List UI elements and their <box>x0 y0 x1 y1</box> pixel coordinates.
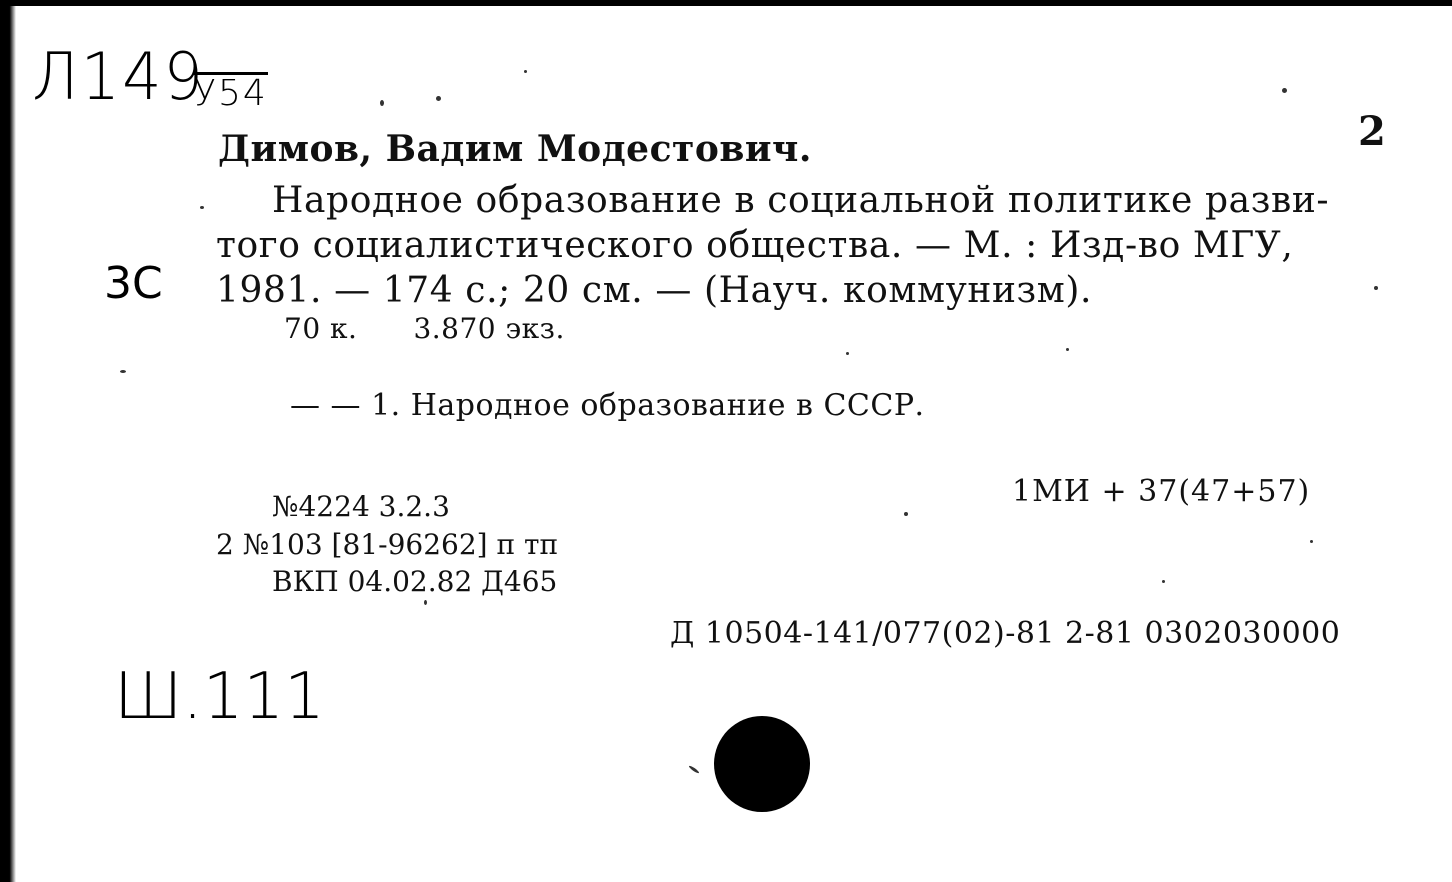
price: 70 к. <box>284 312 358 345</box>
speck <box>1282 88 1287 93</box>
speck <box>200 206 204 209</box>
title-line: того социалистического общества. — М. : Изд-во МГУ, <box>216 225 1294 266</box>
title-line: Народное образование в социальной политике разви- <box>272 180 1330 221</box>
speck <box>846 352 849 355</box>
subject-heading: — — 1. Народное образование в СССР. <box>290 388 925 423</box>
card-left-edge <box>0 0 16 882</box>
handwritten-section-mark: 3С <box>104 258 163 309</box>
classification-code: 1МИ + 37(47+57) <box>1012 474 1311 509</box>
record-line: №4224 3.2.3 <box>272 490 450 523</box>
speck <box>380 100 384 106</box>
author-name: Димов, Вадим Модестович. <box>218 128 812 170</box>
speck <box>120 370 126 373</box>
speck <box>688 765 700 774</box>
speck <box>1162 580 1165 583</box>
card-top-edge <box>0 0 1452 6</box>
speck <box>424 600 427 605</box>
punch-hole <box>714 716 810 812</box>
record-line: 2 №103 [81-96262] п тп <box>216 528 559 561</box>
speck <box>1310 540 1313 543</box>
call-number: Л149 <box>32 38 205 115</box>
record-line: ВКП 04.02.82 Д465 <box>272 565 558 598</box>
speck <box>904 512 908 516</box>
title-line: 1981. — 174 с.; 20 см. — (Науч. коммунизм). <box>216 270 1093 311</box>
speck <box>1374 286 1378 290</box>
speck <box>524 70 527 73</box>
card-number: 2 <box>1358 108 1386 155</box>
print-run: 3.870 экз. <box>413 312 565 345</box>
call-number-sub: У54 <box>194 73 268 114</box>
handwritten-note: Ш.111 <box>114 660 325 734</box>
price-print-run <box>284 312 565 345</box>
index-code: Д 10504-141/077(02)-81 2-81 0302030000 <box>670 616 1341 651</box>
speck <box>436 96 441 101</box>
speck <box>1066 348 1069 351</box>
